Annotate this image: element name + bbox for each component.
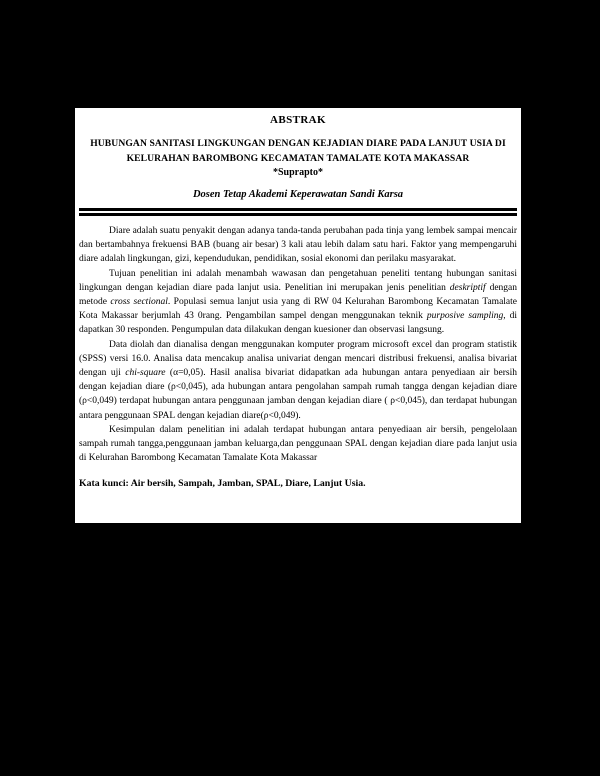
author-affiliation: Dosen Tetap Akademi Keperawatan Sandi Karsa bbox=[192, 189, 404, 200]
paper-title-line-1: HUBUNGAN SANITASI LINGKUNGAN DENGAN KEJADIAN DIARE PADA LANJUT USIA DI bbox=[90, 138, 506, 149]
keywords-line: Kata kunci: Air bersih, Sampah, Jamban, SPAL, Diare, Lanjut Usia. bbox=[79, 478, 366, 490]
document-page bbox=[75, 108, 521, 523]
paragraph: Kesimpulan dalam penelitian ini adalah terdapat hubungan antara penyediaan air bersih, pengelolaan sampah rumah tangga,penggunaan jamban keluarga,dan penggunaan SPAL dengan kejadian diare pada lanjut usia di Kelurahan Barombong Kecamatan Tamalate Kota Makassar bbox=[79, 424, 517, 464]
abstract-section-label: ABSTRAK bbox=[270, 114, 326, 126]
paper-title bbox=[79, 136, 517, 166]
paper-title-line-2: KELURAHAN BAROMBONG KECAMATAN TAMALATE KOTA MAKASSAR bbox=[126, 153, 470, 164]
double-rule-divider bbox=[79, 208, 517, 216]
abstract-paragraphs bbox=[79, 224, 517, 465]
paragraph: Diare adalah suatu penyakit dengan adanya tanda-tanda perubahan pada tinja yang lembek sampai mencair dan bertambahnya frekuensi BAB (buang air besar) 3 kali atau lebih dalam satu hari. Faktor yang mempengaruhi diare adalah lingkungan, gizi, kependudukan, pendidikan, sosial ekonomi dan perilaku masyarakat. bbox=[79, 226, 517, 265]
paragraph: Tujuan penelitian ini adalah menambah wawasan dan pengetahuan peneliti tentang hubungan sanitasi lingkungan dengan kejadian diare pada lanjut usia. Penelitian ini merupakan jenis penelitian deskriptif dengan metode cross sectional. Populasi semua lanjut usia yang di RW 04 Kelurahan Barombong Kecamatan Tamalate Kota Makassar berjumlah 43 0rang. Pengambilan sampel dengan menggunakan teknik purposive sampling, di dapatkan 30 responden. Pengumpulan data dilakukan dengan kuesioner dan observasi langsung. bbox=[79, 268, 518, 336]
author-name: *Suprapto* bbox=[272, 167, 323, 178]
paragraph: Data diolah dan dianalisa dengan menggunakan komputer program microsoft excel dan program statistik (SPSS) versi 16.0. Analisa data mencakup analisa univariat dengan mencari distribusi frekuensi, analisa bivariat dengan uji chi-square (α=0,05). Hasil analisa bivariat didapatkan ada hubungan antara penyediaan air bersih dengan kejadian diare (ρ<0,045), ada hubungan antara pengolahan sampah rumah tangga dengan kejadian diare (ρ<0,049) terdapat hubungan antara penggunaan jamban dengan kejadian diare ( ρ<0,045), dan terdapat hubungan antara penggunaan SPAL dengan kejadian diare(ρ<0,049). bbox=[79, 339, 517, 421]
